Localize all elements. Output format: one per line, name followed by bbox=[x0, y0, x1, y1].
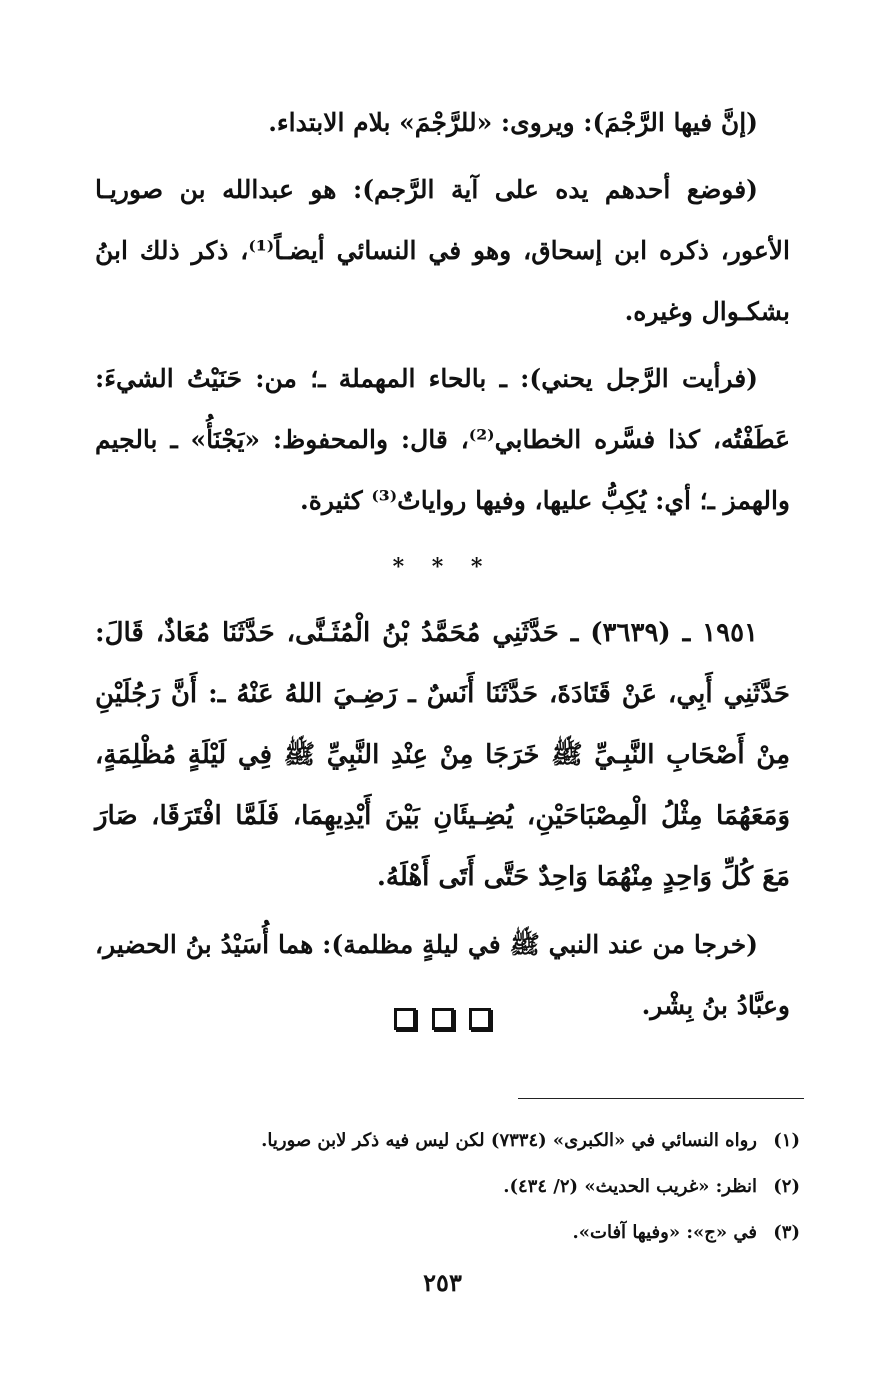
footnotes bbox=[95, 1118, 800, 1256]
footnote-text: في «ج»: «وفيها آفات». bbox=[572, 1222, 757, 1243]
main-text bbox=[95, 92, 790, 1036]
paragraph-yahni: (فرأيت الرَّجل يحني): ـ بالحاء المهملة ـ؛ من: حَنَيْتُ الشيءَ: عَطَفْتُه، كذا فسَّره الخطابي⁽²⁾، قال: والمحفوظ: «يَجْنَأُ» ـ بالجيم والهمز ـ؛ أي: يُكِبُّ عليها، وفيها رواياتٌ⁽³⁾ كثيرة. bbox=[95, 364, 790, 515]
end-ornament bbox=[0, 1008, 885, 1034]
paragraph-ibtida: (إنَّ فيها الرَّجْمَ): ويروى: «للرَّجْمَ» بلام الابتداء. bbox=[268, 108, 758, 137]
footnote-text: انظر: «غريب الحديث» (٢/ ٤٣٤). bbox=[503, 1176, 757, 1197]
hadith-1951: ١٩٥١ ـ (٣٦٣٩) ـ حَدَّثَنِي مُحَمَّدُ بْنُ الْمُثَـنَّى، حَدَّثَنَا مُعَاذٌ، قَالَ: حَدَّثَنِي أَبِي، عَنْ قَتَادَةَ، حَدَّثَنَا أَنَسٌ ـ رَضِـيَ اللهُ عَنْهُ ـ: أَنَّ رَجُلَيْنِ مِنْ أَصْحَابِ النَّبِـيِّ ﷺ خَرَجَا مِنْ عِنْدِ النَّبِيِّ ﷺ فِي لَيْلَةٍ مُظْلِمَةٍ، وَمَعَهُمَا مِثْلُ الْمِصْبَاحَيْنِ، يُضِـيئَانِ بَيْنَ أَيْدِيهِمَا، فَلَمَّا افْتَرَقَا، صَارَ مَعَ كُلِّ وَاحِدٍ مِنْهُمَا وَاحِدٌ حَتَّى أَتَى أَهْلَهُ. bbox=[95, 618, 790, 892]
footnote-number: (١) bbox=[773, 1130, 800, 1151]
page-number: ٢٥٣ bbox=[423, 1268, 462, 1297]
ornament-square bbox=[469, 1008, 491, 1030]
footnote bbox=[95, 1210, 800, 1256]
footnote-divider bbox=[518, 1098, 804, 1099]
footnote-text: رواه النسائي في «الكبرى» (٧٣٣٤) لكن ليس فيه ذكر لابن صوريا. bbox=[261, 1130, 757, 1151]
footnote-number: (٣) bbox=[773, 1222, 800, 1243]
footnote-number: (٢) bbox=[773, 1176, 800, 1197]
paragraph-ayat-rajm: (فوضع أحدهم يده على آية الرَّجم): هو عبدالله بن صوريـا الأعور، ذكره ابن إسحاق، وهو في النسائي أيضـاً⁽¹⁾، ذكر ذلك ابنُ بشكـوال وغيره. bbox=[95, 175, 790, 326]
ornament-square bbox=[432, 1008, 454, 1030]
section-separator: * * * bbox=[392, 554, 493, 580]
ornament-square bbox=[394, 1008, 416, 1030]
paragraph-commentary: (خرجا من عند النبي ﷺ في ليلةٍ مظلمة): هما أُسَيْدُ بنُ الحضير، وعبَّادُ بنُ بِشْر. bbox=[95, 930, 790, 1020]
footnote bbox=[95, 1164, 800, 1210]
footnote bbox=[95, 1118, 800, 1164]
